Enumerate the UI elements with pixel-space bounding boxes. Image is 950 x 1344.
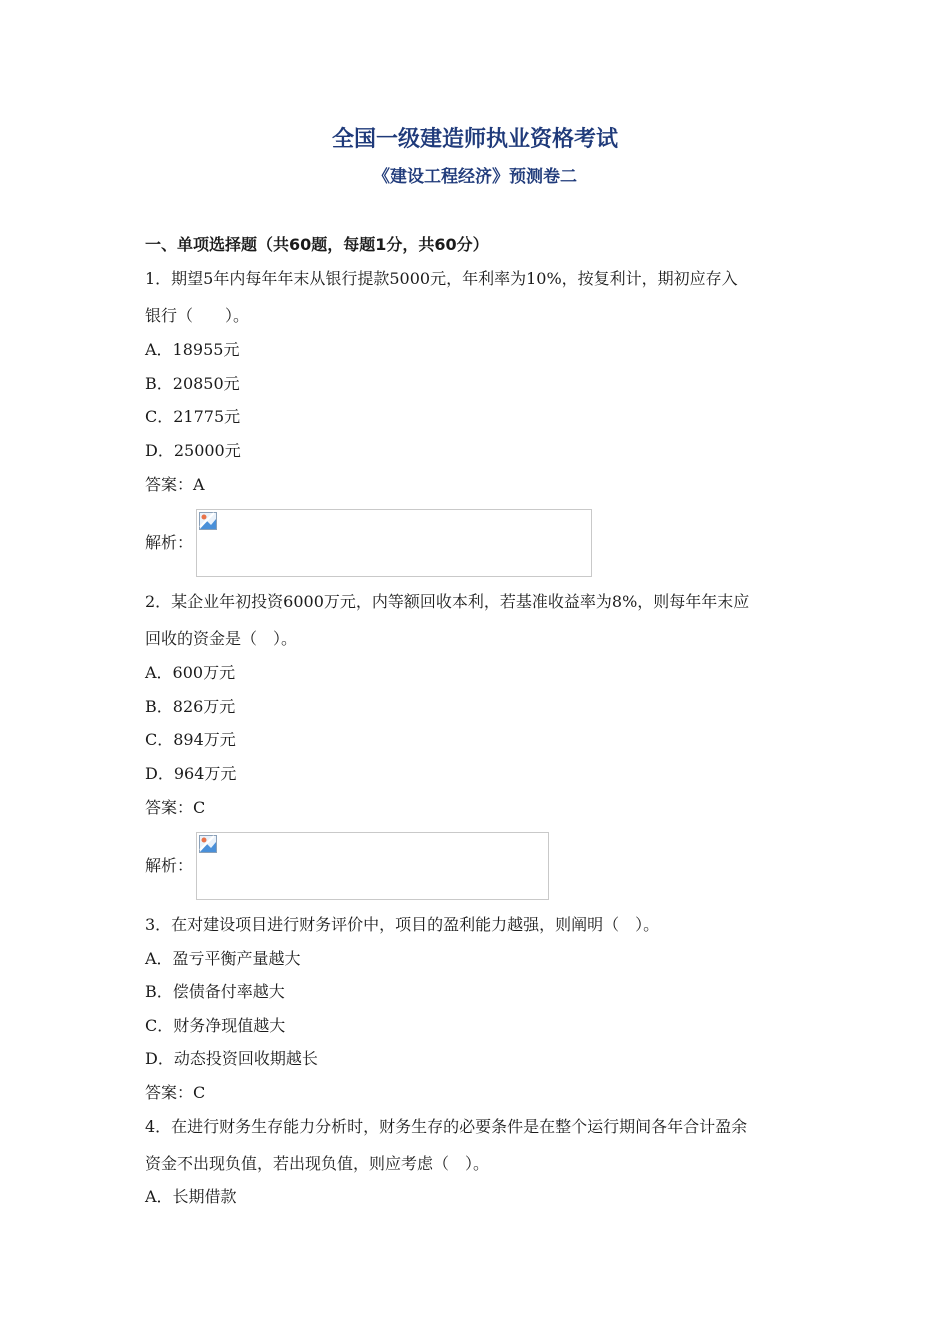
document-title: 全国一级建造师执业资格考试 [331,127,618,152]
question-2-stem-line1: 2．某企业年初投资6000万元，内等额回收本利，若基准收益率为8%，则每年年末应 [145,592,750,611]
question-3-answer: 答案：C [145,1083,206,1102]
question-1-option-d: D．25000元 [145,441,241,460]
question-1-option-a: A．18955元 [145,340,240,359]
question-2-option-a: A．600万元 [145,663,236,682]
question-3-option-b: B．偿债备付率越大 [145,982,285,1001]
question-2-stem-line2: 回收的资金是（ ）。 [145,629,298,648]
question-2-answer: 答案：C [145,798,206,817]
question-4-stem-line2: 资金不出现负值，若出现负值，则应考虑（ ）。 [145,1154,490,1173]
section-heading: 一、单项选择题（共60题，每题1分，共60分） [145,235,489,254]
broken-image-icon [199,835,217,853]
question-2-option-d: D．964万元 [145,764,237,783]
question-3-option-d: D．动态投资回收期越长 [145,1049,318,1068]
analysis-image-placeholder [196,832,549,900]
question-2-analysis-label: 解析： [145,856,194,875]
question-1-answer: 答案：A [145,475,205,494]
question-3-stem-line1: 3．在对建设项目进行财务评价中，项目的盈利能力越强，则阐明（ ）。 [145,915,660,934]
question-1-option-b: B．20850元 [145,374,240,393]
question-1-analysis-label: 解析： [145,533,194,552]
question-2-option-c: C．894万元 [145,730,236,749]
question-3-option-c: C．财务净现值越大 [145,1016,286,1035]
question-4-option-a: A．长期借款 [145,1187,237,1206]
document-subtitle: 《建设工程经济》预测卷二 [373,167,577,187]
question-2-option-b: B．826万元 [145,697,236,716]
analysis-image-placeholder [196,509,592,577]
question-1-stem-line2: 银行（ ）。 [145,306,250,325]
question-4-stem-line1: 4．在进行财务生存能力分析时，财务生存的必要条件是在整个运行期间各年合计盈余 [145,1117,748,1136]
question-1-stem-line1: 1．期望5年内每年年末从银行提款5000元，年利率为10%，按复利计，期初应存入 [145,269,738,288]
question-3-option-a: A．盈亏平衡产量越大 [145,949,301,968]
broken-image-icon [199,512,217,530]
question-1-option-c: C．21775元 [145,407,241,426]
